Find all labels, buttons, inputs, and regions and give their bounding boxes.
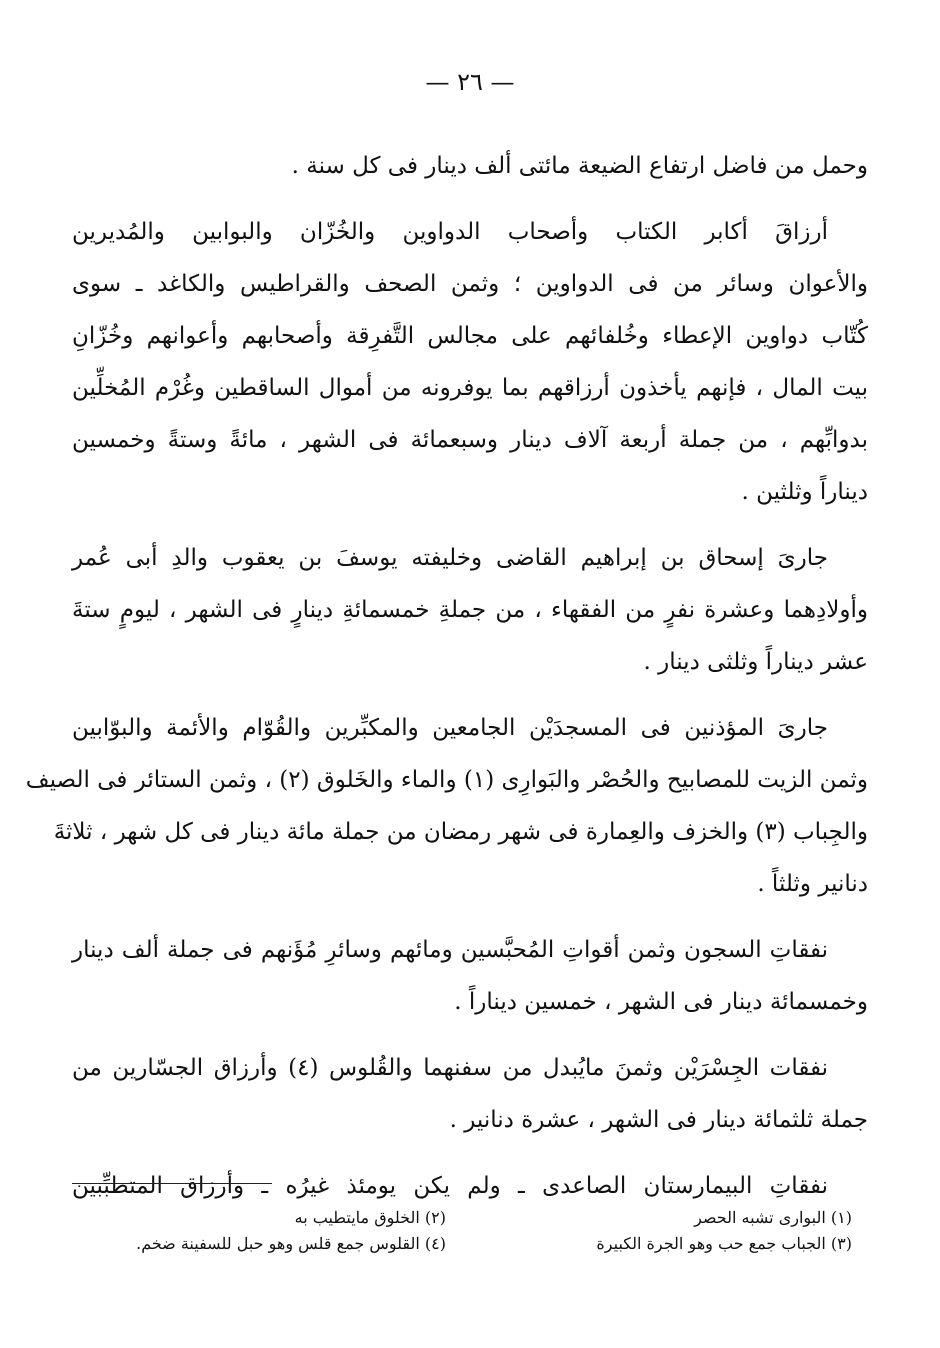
footnote: (٢) الخلوق مايتطيب به bbox=[294, 1208, 446, 1227]
paragraph-line: جملة ثلثمائة دينار فى الشهر ، عشرة دنانير . bbox=[449, 1107, 868, 1133]
paragraph-line: نفقاتِ البيمارستان الصاعدى ـ ولم يكن يومئذ غيرُه ـ وأرزاق المتطبِّبين bbox=[72, 1173, 828, 1199]
paragraph-line: والجِباب (٣) والخزف والعِمارة فى شهر رمضان من جملة مائة دينار فى كل شهر ، ثلاثةَ bbox=[53, 819, 868, 845]
paragraph-line: وأولادِهما وعشرة نفرٍ من الفقهاء ، من جملةِ خمسمائةِ دينارٍ فى الشهر ، ليومٍ ستةَ bbox=[72, 597, 868, 623]
footnote-divider bbox=[72, 1183, 272, 1184]
paragraph-line: كُتّاب دواوين الإعطاء وخُلفائهم على مجالس التَّفرِقة وأصحابهم وأعوانهم وخُزّانِ bbox=[72, 323, 868, 349]
body-text bbox=[25, 140, 868, 1212]
paragraph-line: أرزاقَ أكابر الكتاب وأصحاب الدواوين والخُزّان والبوابين والمُديرين bbox=[72, 219, 828, 245]
footnote: (١) البوارى تشبه الحصر bbox=[694, 1208, 852, 1227]
paragraph-line: وثمن الزيت للمصابيح والحُصْر والبَوارِى (١) والماء والخَلوق (٢) ، وثمن الستائر فى الصيف bbox=[25, 767, 868, 793]
paragraph-line: عشر ديناراً وثلثى دينار . bbox=[643, 649, 868, 675]
paragraph-line: وحمل من فاضل ارتفاع الضيعة مائتى ألف دينار فى كل سنة . bbox=[291, 153, 868, 179]
paragraph-line: جارىَ المؤذنين فى المسجدَيْن الجامعين والمكبِّرين والقُوّام والأئمة والبوّابين bbox=[72, 715, 828, 741]
paragraph-line: نفقاتِ السجون وثمن أقواتِ المُحبَّسين ومائهم وسائرِ مُؤَنهم فى جملة ألف دينار bbox=[72, 937, 828, 963]
paragraph-line: دنانير وثلثاً . bbox=[757, 871, 868, 897]
paragraph-line: بيت المال ، فإنهم يأخذون أرزاقهم بما يوفرونه من أموال الساقطين وغُرْم المُخلِّين bbox=[72, 375, 868, 401]
paragraph-line: والأعوان وسائر من فى الدواوين ؛ وثمن الصحف والقراطيس والكاغد ـ سوى bbox=[72, 271, 868, 297]
paragraph-line: جارىَ إسحاق بن إبراهيم القاضى وخليفته يوسفَ بن يعقوب والدِ أبى عُمر bbox=[72, 545, 828, 571]
paragraph-line: نفقات الجِسْرَيْن وثمنَ مايُبدل من سفنهما والقُلوس (٤) وأرزاق الجسّارين من bbox=[72, 1055, 829, 1081]
footnote: (٤) القلوس جمع قلس وهو حبل للسفينة ضخم. bbox=[136, 1234, 446, 1253]
page-number: — ٢٦ — bbox=[425, 68, 515, 96]
paragraph-line: وخمسمائة دينار فى الشهر ، خمسين ديناراً . bbox=[454, 989, 868, 1015]
paragraph-line: ديناراً وثلثين . bbox=[741, 479, 868, 505]
footnote: (٣) الجباب جمع حب وهو الجرة الكبيرة bbox=[596, 1234, 852, 1253]
footnotes bbox=[64, 1205, 876, 1257]
paragraph-line: بدوابِّهم ، من جملة أربعة آلاف دينار وسبعمائة فى الشهر ، مائةً وستةً وخمسين bbox=[72, 427, 868, 453]
